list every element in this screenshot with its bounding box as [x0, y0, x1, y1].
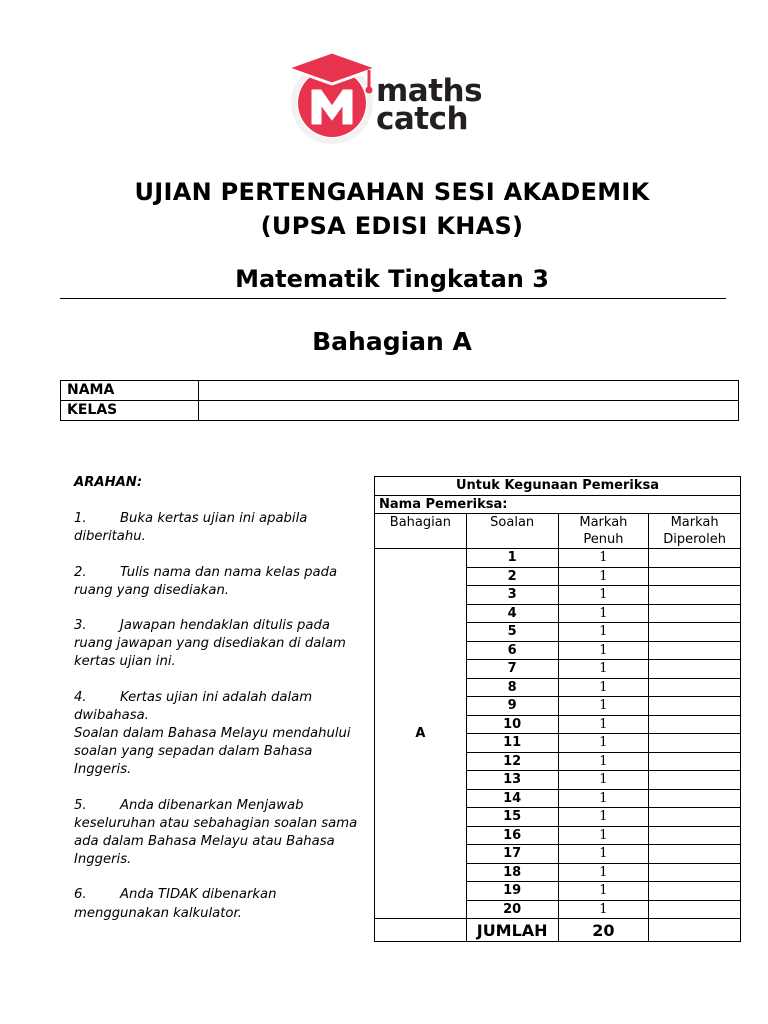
- markah-diperoleh-cell[interactable]: [649, 567, 741, 586]
- col-markah-diperoleh: Markah Diperoleh: [649, 514, 741, 549]
- soalan-cell: 15: [466, 808, 558, 827]
- markah-penuh-cell: 1: [558, 734, 649, 753]
- soalan-cell: 1: [466, 549, 558, 568]
- soalan-cell: 11: [466, 734, 558, 753]
- soalan-cell: 17: [466, 845, 558, 864]
- examiner-name-label[interactable]: Nama Pemeriksa:: [375, 495, 741, 514]
- total-obtained[interactable]: [649, 919, 741, 942]
- markah-penuh-cell: 1: [558, 678, 649, 697]
- markah-diperoleh-cell[interactable]: [649, 863, 741, 882]
- markah-diperoleh-cell[interactable]: [649, 549, 741, 568]
- divider: [60, 298, 726, 299]
- soalan-cell: 3: [466, 586, 558, 605]
- markah-diperoleh-cell[interactable]: [649, 586, 741, 605]
- exam-subtitle: (UPSA EDISI KHAS): [260, 212, 524, 240]
- markah-diperoleh-cell[interactable]: [649, 604, 741, 623]
- instruction-item-3: 3. Jawapan hendaklan ditulis pada ruang jawapan yang disediakan di dalam kertas ujian ini.: [74, 618, 346, 670]
- soalan-cell: 6: [466, 641, 558, 660]
- soalan-cell: 10: [466, 715, 558, 734]
- exam-title: UJIAN PERTENGAHAN SESI AKADEMIK: [134, 178, 650, 206]
- instructions: [74, 474, 364, 923]
- col-soalan: Soalan: [466, 514, 558, 549]
- markah-penuh-cell: 1: [558, 660, 649, 679]
- total-value: 20: [558, 919, 649, 942]
- examiner-table: [374, 476, 741, 942]
- soalan-cell: 9: [466, 697, 558, 716]
- markah-penuh-cell: 1: [558, 882, 649, 901]
- soalan-cell: 13: [466, 771, 558, 790]
- nama-label: NAMA: [61, 381, 199, 401]
- nama-field[interactable]: [199, 381, 739, 401]
- soalan-cell: 16: [466, 826, 558, 845]
- markah-penuh-cell: 1: [558, 808, 649, 827]
- soalan-cell: 12: [466, 752, 558, 771]
- markah-penuh-cell: 1: [558, 623, 649, 642]
- section-heading: Bahagian A: [312, 327, 472, 356]
- markah-penuh-cell: 1: [558, 752, 649, 771]
- table-row: [375, 549, 741, 568]
- nama-row: [61, 381, 739, 401]
- examiner-table-title: Untuk Kegunaan Pemeriksa: [375, 477, 741, 496]
- col-bahagian: Bahagian: [375, 514, 467, 549]
- markah-penuh-cell: 1: [558, 567, 649, 586]
- markah-penuh-cell: 1: [558, 586, 649, 605]
- markah-diperoleh-cell[interactable]: [649, 678, 741, 697]
- markah-diperoleh-cell[interactable]: [649, 900, 741, 919]
- kelas-row: [61, 401, 739, 421]
- soalan-cell: 18: [466, 863, 558, 882]
- instructions-heading: ARAHAN:: [74, 475, 143, 490]
- soalan-cell: 14: [466, 789, 558, 808]
- markah-penuh-cell: 1: [558, 715, 649, 734]
- markah-penuh-cell: 1: [558, 771, 649, 790]
- markah-diperoleh-cell[interactable]: [649, 734, 741, 753]
- soalan-cell: 20: [466, 900, 558, 919]
- markah-diperoleh-cell[interactable]: [649, 771, 741, 790]
- markah-penuh-cell: 1: [558, 604, 649, 623]
- markah-diperoleh-cell[interactable]: [649, 752, 741, 771]
- soalan-cell: 4: [466, 604, 558, 623]
- total-row: [375, 919, 741, 942]
- markah-diperoleh-cell[interactable]: [649, 715, 741, 734]
- markah-penuh-cell: 1: [558, 549, 649, 568]
- kelas-label: KELAS: [61, 401, 199, 421]
- instruction-item-5: 5. Anda dibenarkan Menjawab keseluruhan atau sebahagian soalan sama ada dalam Bahasa Melayu atau Bahasa Inggeris.: [74, 797, 358, 868]
- markah-penuh-cell: 1: [558, 789, 649, 808]
- markah-diperoleh-cell[interactable]: [649, 789, 741, 808]
- soalan-cell: 5: [466, 623, 558, 642]
- markah-penuh-cell: 1: [558, 863, 649, 882]
- markah-diperoleh-cell[interactable]: [649, 826, 741, 845]
- instruction-item-6: 6. Anda TIDAK dibenarkan menggunakan kalkulator.: [74, 887, 277, 921]
- instruction-item-2: 2. Tulis nama dan nama kelas pada ruang yang disediakan.: [74, 564, 338, 598]
- student-info-table: [60, 380, 739, 421]
- kelas-field[interactable]: [199, 401, 739, 421]
- markah-diperoleh-cell[interactable]: [649, 641, 741, 660]
- soalan-cell: 19: [466, 882, 558, 901]
- markah-penuh-cell: 1: [558, 826, 649, 845]
- markah-diperoleh-cell[interactable]: [649, 882, 741, 901]
- subject-heading: Matematik Tingkatan 3: [235, 265, 549, 293]
- markah-diperoleh-cell[interactable]: [649, 808, 741, 827]
- markah-diperoleh-cell[interactable]: [649, 660, 741, 679]
- instruction-item-4: 4. Kertas ujian ini adalah dalam dwibahasa. Soalan dalam Bahasa Melayu mendahului soalan yang sepadan dalam Bahasa Inggeris.: [74, 689, 351, 778]
- instruction-item-1: 1. Buka kertas ujian ini apabila diberitahu.: [74, 511, 308, 545]
- bahagian-cell: A: [375, 549, 467, 919]
- markah-diperoleh-cell[interactable]: [649, 845, 741, 864]
- soalan-cell: 8: [466, 678, 558, 697]
- soalan-cell: 2: [466, 567, 558, 586]
- markah-penuh-cell: 1: [558, 845, 649, 864]
- markah-diperoleh-cell[interactable]: [649, 623, 741, 642]
- soalan-cell: 7: [466, 660, 558, 679]
- col-markah-penuh: Markah Penuh: [558, 514, 649, 549]
- markah-diperoleh-cell[interactable]: [649, 697, 741, 716]
- logo-text-catch: catch: [376, 101, 469, 137]
- markah-penuh-cell: 1: [558, 900, 649, 919]
- total-label: JUMLAH: [466, 919, 558, 942]
- logo-text-maths: maths: [376, 73, 483, 109]
- markah-penuh-cell: 1: [558, 697, 649, 716]
- markah-penuh-cell: 1: [558, 641, 649, 660]
